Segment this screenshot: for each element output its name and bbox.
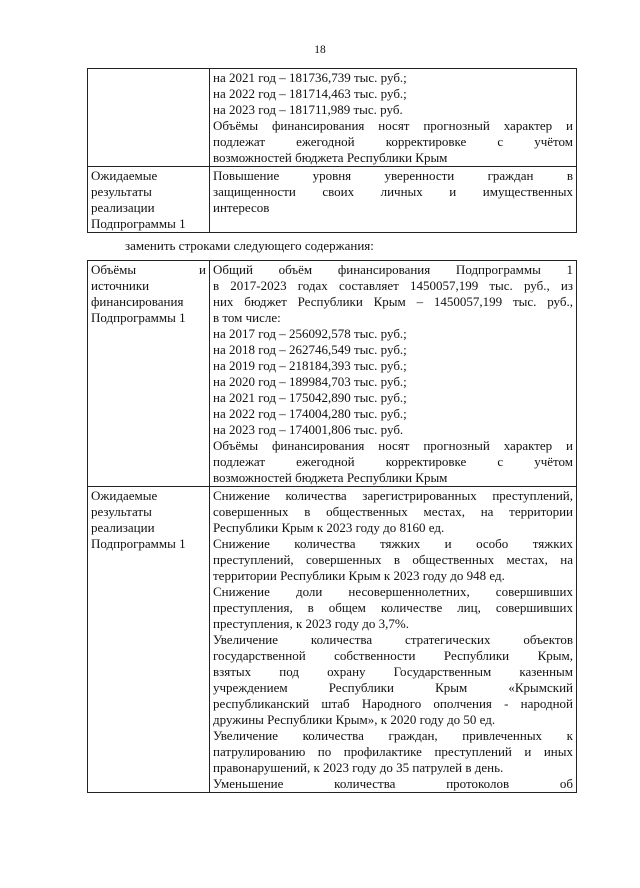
result-item-line: преступлений, совершенных в общественных местах, на — [213, 552, 573, 567]
funding-intro-line: в том числе: — [213, 310, 281, 325]
result-item-line: Снижение количества тяжких и особо тяжких — [213, 536, 573, 551]
result-item-line: Увеличение количества граждан, привлеченных к — [213, 728, 573, 743]
cell-label-empty — [88, 69, 210, 167]
funding-intro-line: в 2017-2023 годах составляет 1450057,199 тыс. руб., из — [213, 278, 573, 293]
label-line: результаты — [91, 184, 152, 199]
result-item-line: государственной собственности Республики Крым, — [213, 648, 573, 663]
result-item-line: учреждением Республики Крым «Крымский — [213, 680, 573, 695]
label-line: результаты — [91, 504, 152, 519]
result-item-line: преступления, в общем количестве лиц, совершивших — [213, 600, 573, 615]
funding-year-line: на 2022 год – 181714,463 тыс. руб.; — [213, 86, 407, 101]
label-line: Ожидаемые — [91, 488, 158, 503]
result-item-line: Республики Крым к 2023 году до 8160 ед. — [213, 520, 445, 535]
result-item-line: Уменьшение количества протоколов об — [213, 776, 573, 791]
results-line: Повышение уровня уверенности граждан в — [213, 168, 573, 183]
funding-note-line: Объёмы финансирования носят прогнозный характер и — [213, 438, 573, 453]
label-line: Подпрограммы 1 — [91, 310, 186, 325]
funding-year-line: на 2021 год – 175042,890 тыс. руб.; — [213, 390, 407, 405]
result-item-line: Снижение доли несовершеннолетних, совершивших — [213, 584, 573, 599]
label-line: источники — [91, 278, 150, 293]
funding-intro-line: них бюджет Республики Крым – 1450057,199 тыс. руб., — [213, 294, 573, 309]
table-previous-wording — [87, 68, 577, 233]
funding-year-line: на 2019 год – 218184,393 тыс. руб.; — [213, 358, 407, 373]
result-item-line: правонарушений, к 2023 году до 35 патрулей в день. — [213, 760, 504, 775]
table-row-results — [88, 167, 577, 233]
funding-year-line: на 2022 год – 174004,280 тыс. руб.; — [213, 406, 407, 421]
result-item-line: совершенных в общественных местах, на территории — [213, 504, 573, 519]
funding-year-line: на 2023 год – 174001,806 тыс. руб. — [213, 422, 404, 437]
funding-note-line: подлежат ежегодной корректировке с учётом — [213, 454, 573, 469]
cell-funding-continued — [210, 69, 577, 167]
label-line: реализации — [91, 200, 155, 215]
label-line: Ожидаемые — [91, 168, 158, 183]
results-line: интересов — [213, 200, 270, 215]
result-item-line: Увеличение количества стратегических объектов — [213, 632, 573, 647]
table-new-wording — [87, 260, 577, 793]
result-item-line: взятых под охрану Государственным казенным — [213, 664, 573, 679]
label-line: Подпрограммы 1 — [91, 536, 186, 551]
result-item-line: республиканский штаб Народного ополчения - народной — [213, 696, 573, 711]
table-row-funding — [88, 261, 577, 487]
results-line: защищенности своих личных и имущественных — [213, 184, 573, 199]
result-item-line: территории Республики Крым к 2023 году до 948 ед. — [213, 568, 505, 583]
label-line: реализации — [91, 520, 155, 535]
cell-funding-text — [210, 261, 577, 487]
result-item-line: преступления, к 2023 году до 3,7%. — [213, 616, 409, 631]
cell-results-text — [210, 167, 577, 233]
label-line: Объёмы и — [91, 262, 206, 277]
funding-note-line: подлежат ежегодной корректировке с учётом — [213, 134, 573, 149]
cell-funding-label — [88, 261, 210, 487]
label-line: Подпрограммы 1 — [91, 216, 186, 231]
result-item-line: дружины Республики Крым», к 2020 году до 50 ед. — [213, 712, 496, 727]
funding-intro-line: Общий объём финансирования Подпрограммы 1 — [213, 262, 573, 277]
cell-results-text — [210, 487, 577, 793]
funding-note-line: возможностей бюджета Республики Крым — [213, 150, 448, 165]
result-item-line: Снижение количества зарегистрированных преступлений, — [213, 488, 573, 503]
funding-year-line: на 2023 год – 181711,989 тыс. руб. — [213, 102, 403, 117]
funding-note-line: Объёмы финансирования носят прогнозный характер и — [213, 118, 573, 133]
table-row-results — [88, 487, 577, 793]
funding-note-line: возможностей бюджета Республики Крым — [213, 470, 448, 485]
funding-year-line: на 2017 год – 256092,578 тыс. руб.; — [213, 326, 407, 341]
cell-results-label — [88, 167, 210, 233]
funding-year-line: на 2021 год – 181736,739 тыс. руб.; — [213, 70, 407, 85]
page-number: 18 — [314, 44, 326, 56]
funding-year-line: на 2020 год – 189984,703 тыс. руб.; — [213, 374, 407, 389]
funding-year-line: на 2018 год – 262746,549 тыс. руб.; — [213, 342, 407, 357]
table-row-funding-continued — [88, 69, 577, 167]
label-line: финансирования — [91, 294, 184, 309]
result-item-line: патрулированию по профилактике преступлений и иных — [213, 744, 573, 759]
replace-instruction: заменить строками следующего содержания: — [125, 238, 374, 253]
cell-results-label — [88, 487, 210, 793]
